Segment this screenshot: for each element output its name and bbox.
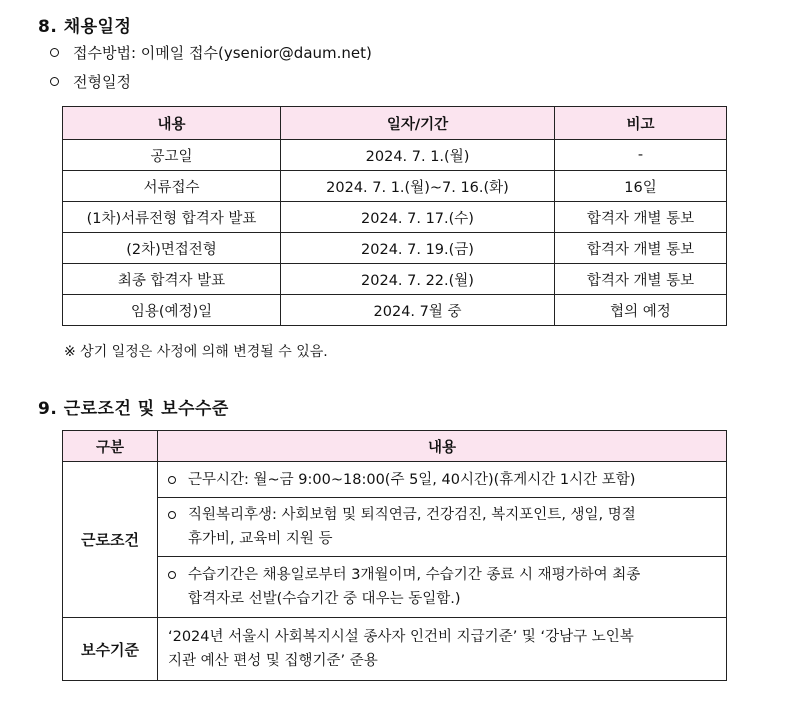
pay-standard-cell <box>158 618 727 681</box>
pay-standard-line1: ‘2024년 서울시 사회복지시설 종사자 인건비 지급기준’ 및 ‘강남구 노인복 <box>168 629 634 645</box>
table-row <box>63 295 727 326</box>
schedule-label: 전형일정 <box>73 73 131 91</box>
pay-standard-line2: 지관 예산 편성 및 집행기준’ 준용 <box>168 653 378 669</box>
cell-content: 공고일 <box>63 140 281 171</box>
schedule-item <box>50 71 131 92</box>
work-conditions-label: 근로조건 <box>63 462 158 618</box>
cell-content: 서류접수 <box>63 171 281 202</box>
schedule-note: ※ 상기 일정은 사정에 의해 변경될 수 있음. <box>64 344 328 360</box>
cell-remark: - <box>555 140 727 171</box>
cell-remark: 협의 예정 <box>555 295 727 326</box>
table-row <box>63 462 727 498</box>
pay-standard-label: 보수기준 <box>63 618 158 681</box>
circle-bullet-icon <box>168 571 176 579</box>
circle-bullet-icon <box>168 511 176 519</box>
probation-text-line1: 수습기간은 채용일로부터 3개월이며, 수습기간 종료 시 재평가하여 최종 <box>188 567 641 583</box>
application-method-item <box>50 42 372 63</box>
table-row <box>63 264 727 295</box>
circle-bullet-icon <box>50 77 59 86</box>
table-row <box>63 618 727 681</box>
cell-remark: 합격자 개별 통보 <box>555 202 727 233</box>
section-8-title: 8. 채용일정 <box>38 17 132 37</box>
cell-remark: 16일 <box>555 171 727 202</box>
header-remark: 비고 <box>555 107 727 140</box>
cell-date: 2024. 7. 1.(월) <box>281 140 555 171</box>
cell-content: (1차)서류전형 합격자 발표 <box>63 202 281 233</box>
cell-date: 2024. 7. 22.(월) <box>281 264 555 295</box>
cell-remark: 합격자 개별 통보 <box>555 264 727 295</box>
table-row <box>63 498 727 557</box>
cell-content: 임용(예정)일 <box>63 295 281 326</box>
application-method-text: 접수방법: 이메일 접수(ysenior@daum.net) <box>73 44 372 62</box>
circle-bullet-icon <box>50 48 59 57</box>
cell-date: 2024. 7. 17.(수) <box>281 202 555 233</box>
header-content: 내용 <box>63 107 281 140</box>
table-row <box>63 140 727 171</box>
header-date: 일자/기간 <box>281 107 555 140</box>
header-content: 내용 <box>158 431 727 462</box>
welfare-text-line1: 직원복리후생: 사회보험 및 퇴직연금, 건강검진, 복지포인트, 생일, 명절 <box>188 507 636 523</box>
work-hours-cell <box>158 462 727 498</box>
work-hours-text: 근무시간: 월~금 9:00~18:00(주 5일, 40시간)(휴게시간 1시간 포함) <box>188 471 636 488</box>
cell-content: (2차)면접전형 <box>63 233 281 264</box>
schedule-table <box>62 106 727 326</box>
section-9-title: 9. 근로조건 및 보수수준 <box>38 399 229 419</box>
header-category: 구분 <box>63 431 158 462</box>
cell-remark: 합격자 개별 통보 <box>555 233 727 264</box>
table-row <box>63 233 727 264</box>
work-header-row <box>63 431 727 462</box>
cell-date: 2024. 7. 1.(월)~7. 16.(화) <box>281 171 555 202</box>
welfare-text-line2: 휴가비, 교육비 지원 등 <box>188 531 333 547</box>
cell-date: 2024. 7. 19.(금) <box>281 233 555 264</box>
schedule-header-row <box>63 107 727 140</box>
work-conditions-table <box>62 430 727 681</box>
table-row <box>63 557 727 618</box>
cell-content: 최종 합격자 발표 <box>63 264 281 295</box>
table-row <box>63 202 727 233</box>
welfare-cell <box>158 498 727 557</box>
probation-cell <box>158 557 727 618</box>
probation-text-line2: 합격자로 선발(수습기간 중 대우는 동일함.) <box>188 591 461 607</box>
table-row <box>63 171 727 202</box>
circle-bullet-icon <box>168 476 176 484</box>
cell-date: 2024. 7월 중 <box>281 295 555 326</box>
